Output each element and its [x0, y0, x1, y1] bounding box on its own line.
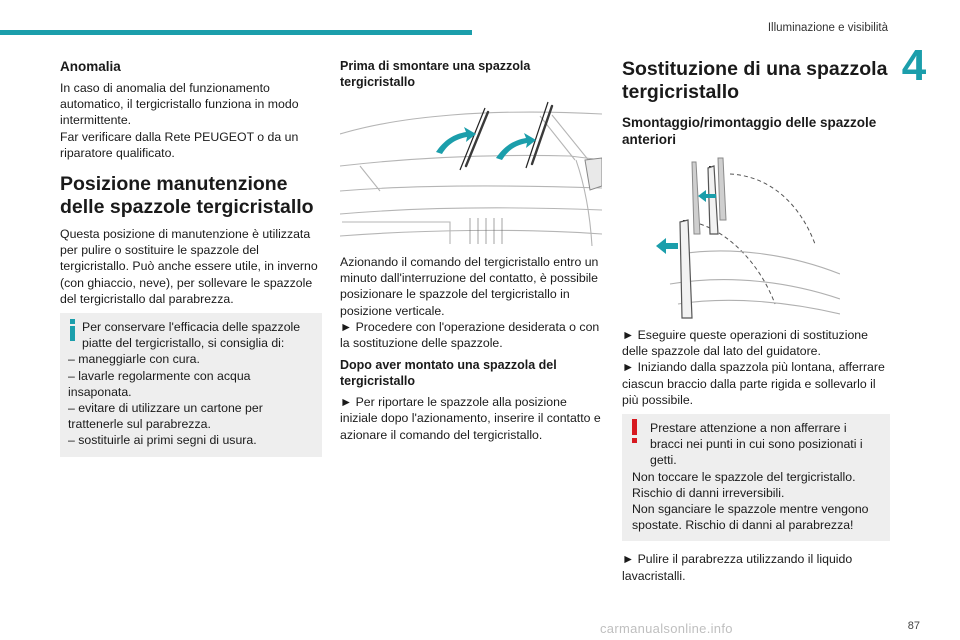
anomalia-text-1: In caso di anomalia del funzionamento automatico, il tergicristallo funziona in modo intermittente. [60, 81, 299, 128]
chapter-tab [895, 41, 933, 90]
step-3: ► Pulire il parabrezza utilizzando il liquido lavacristalli. [622, 552, 853, 583]
warning-line: Non toccare le spazzole del tergicristallo. [632, 469, 856, 484]
page-number: 87 [907, 620, 920, 632]
info-note-item: – maneggiarle con cura. [68, 352, 200, 367]
prima-text-1: Azionando il comando del tergicristallo entro un minuto dall'interruzione del contatto, è possibile posizionare le spazzole del tergicristallo in posizione verticale. [340, 255, 599, 318]
watermark: carmanualsonline.info [600, 621, 733, 636]
warning-line: Non sganciare le spazzole mentre vengono spostate. Rischio di danni al parabrezza! [632, 502, 869, 533]
warning-icon [630, 419, 640, 445]
manutenzione-heading: Posizione manutenzione delle spazzole tergicristallo [60, 173, 314, 219]
section-title: Illuminazione e visibilità [767, 22, 888, 34]
step-1: ► Eseguire queste operazioni di sostituzione delle spazzole dal lato del guidatore. [622, 328, 868, 359]
info-note-item: – sostituirle ai primi segni di usura. [68, 433, 257, 448]
column-right [622, 58, 890, 590]
header-accent-bar [0, 30, 472, 35]
anomalia-text-2: Far verificare dalla Rete PEUGEOT o da un riparatore qualificato. [60, 129, 299, 160]
dopo-text: ► Per riportare le spazzole alla posizione iniziale dopo l'azionamento, inserire il contatto e azionare il comando del tergicristallo. [340, 395, 601, 442]
dopo-heading: Dopo aver montato una spazzola del tergicristallo [340, 358, 557, 389]
smontaggio-heading: Smontaggio/rimontaggio delle spazzole anteriori [622, 115, 877, 147]
manutenzione-text: Questa posizione di manutenzione è utilizzata per pulire o sostituire le spazzole del tergicristallo. Può anche essere utile, in inverno (con ghiaccio, neve), per sollevare le spazzole del tergicristallo dal parabrezza. [60, 227, 318, 306]
info-note [60, 313, 322, 457]
info-note-item: – lavarle regolarmente con acqua insaponata. [68, 368, 251, 399]
car-wipers-illustration [340, 96, 602, 246]
column-left [60, 58, 322, 463]
info-icon [68, 319, 78, 343]
prima-text-2: ► Procedere con l'operazione desiderata o con la sostituzione delle spazzole. [340, 319, 600, 351]
warning-note [622, 414, 890, 541]
sostituzione-heading: Sostituzione di una spazzola tergicristallo [622, 58, 888, 103]
column-middle [340, 58, 602, 449]
warning-line: Rischio di danni irreversibili. [632, 485, 785, 500]
chapter-number: 4 [901, 41, 927, 90]
warning-line: Prestare attenzione a non afferrare i bracci nei punti in cui sono posizionati i getti. [650, 421, 863, 468]
info-note-item: – evitare di utilizzare un cartone per trattenerle sul parabrezza. [68, 401, 263, 432]
prima-heading: Prima di smontare una spazzola tergicristallo [340, 59, 531, 89]
wiper-arm-illustration [640, 154, 840, 319]
step-2: ► Iniziando dalla spazzola più lontana, afferrare ciascun braccio dalla parte rigida e sollevarlo il più possibile. [622, 360, 885, 407]
anomalia-heading: Anomalia [60, 59, 121, 74]
info-note-intro: Per conservare l'efficacia delle spazzole piatte del tergicristallo, si consiglia di: [82, 320, 301, 351]
